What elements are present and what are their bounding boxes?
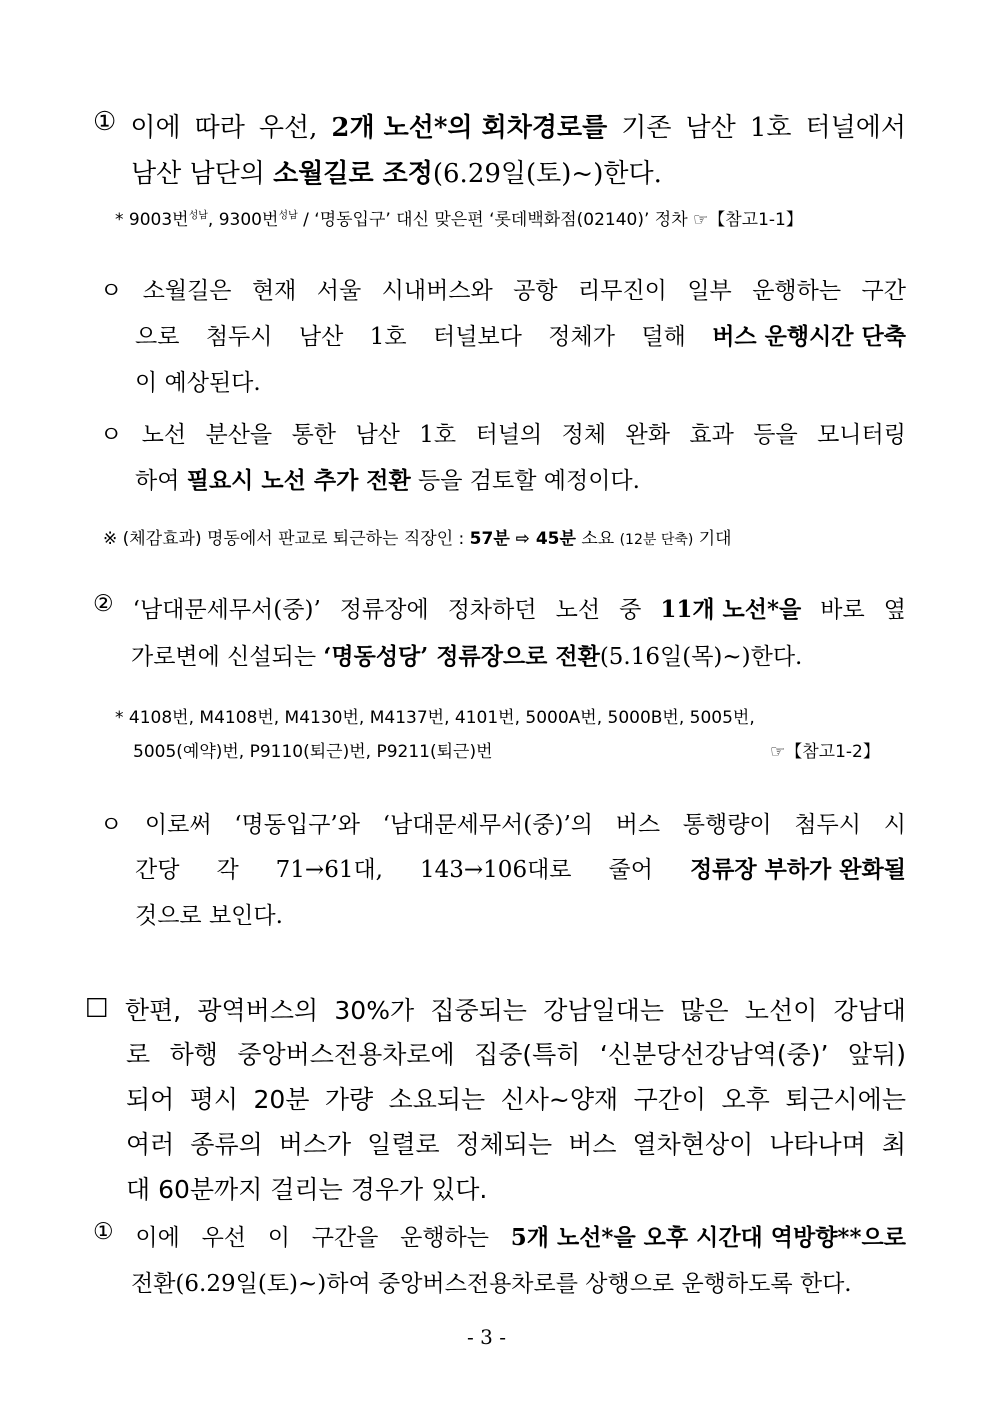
bullet-marker: ㅇ (100, 278, 123, 304)
footnote-commute-effect: ※ (체감효과) 명동에서 판교로 퇴근하는 직장인 : 57분 ⇨ 45분 소요 (12분 단축) 기대 (103, 529, 732, 549)
footnote-9003-9300: * 9003번$^{성남}$, 9300번$^{성남}$ / ‘명동입구’ 대신 맞은편 ‘롯데백화점(02140)’ 정차 ☞【참고1-1】 (115, 210, 803, 230)
section-line2: 로 하행 중앙버스전용차로에 집중(특히 ‘신분당선강남역(중)’ 앞뒤) (126, 1040, 906, 1069)
bullet3-line3: 것으로 보인다. (135, 903, 283, 929)
section-line4: 여러 종류의 버스가 일렬로 정체되는 버스 열차현상이 나타나며 최 (126, 1130, 906, 1159)
circled-number-1: ① (93, 1219, 114, 1245)
section-line3: 되어 평시 20분 가량 소요되는 신사~양재 구간이 오후 퇴근시에는 (126, 1085, 906, 1114)
section-line5: 대 60분까지 걸리는 경우가 있다. (126, 1175, 488, 1204)
item2-line2: 가로변에 신설되는 ‘명동성당’ 정류장으로 전환(5.16일(목)~)한다. (131, 643, 803, 670)
circled-number-1: ① (93, 107, 117, 137)
bullet1-line2: 으로 첨두시 남산 1호 터널보다 정체가 덜해 버스 운행시간 단축 (135, 323, 906, 350)
bullet1-line3: 이 예상된다. (135, 370, 261, 396)
item3-line1: ① 이에 우선 이 구간을 운행하는 5개 노선*을 오후 시간대 역방향**으로 (93, 1219, 906, 1251)
bullet3-line1: ㅇ 이로써 ‘명동입구’와 ‘남대문세무서(중)’의 버스 통행량이 첨두시 시 (100, 806, 906, 839)
bullet-marker: ㅇ (100, 422, 123, 448)
circled-number-2: ② (93, 591, 114, 617)
reference-link-1-2: ☞【참고1-2】 (770, 742, 880, 762)
bullet2-line2: 하여 필요시 노선 추가 전환 등을 검토할 예정이다. (135, 467, 640, 494)
bullet3-line2: 간당 각 71→61대, 143→106대로 줄어 정류장 부하가 완화될 (135, 856, 906, 883)
reference-link-1-1: ☞【참고1-1】 (693, 210, 803, 230)
footnote-route-list-line1: * 4108번, M4108번, M4130번, M4137번, 4101번, 5000A번, 5000B번, 5005번, (115, 708, 755, 728)
item3-line2: 전환(6.29일(토)~)하여 중앙버스전용차로를 상행으로 운행하도록 한다. (131, 1271, 852, 1297)
bullet2-line1: ㅇ 노선 분산을 통한 남산 1호 터널의 정체 완화 효과 등을 모니터링 (100, 416, 906, 449)
footnote-route-list-line2: 5005(예약)번, P9110(퇴근)번, P9211(퇴근)번 (133, 742, 493, 762)
item2-line1: ② ‘남대문세무서(중)’ 정류장에 정차하던 노선 중 11개 노선*을 바로 옆 (93, 591, 906, 623)
bullet1-line1: ㅇ 소월길은 현재 서울 시내버스와 공항 리무진이 일부 운행하는 구간 (100, 272, 906, 305)
page-number: - 3 - (467, 1325, 506, 1349)
checkbox-square-icon: □ (85, 991, 109, 1020)
bullet-marker: ㅇ (100, 812, 123, 838)
item1-line1: ① 이에 따라 우선, 2개 노선*의 회차경로를 기존 남산 1호 터널에서 (93, 107, 906, 143)
item1-line2: 남산 남단의 소월길로 조정(6.29일(토)~)한다. (131, 159, 662, 189)
section-line1: □ 한편, 광역버스의 30%가 집중되는 강남일대는 많은 노선이 강남대 (85, 991, 906, 1025)
